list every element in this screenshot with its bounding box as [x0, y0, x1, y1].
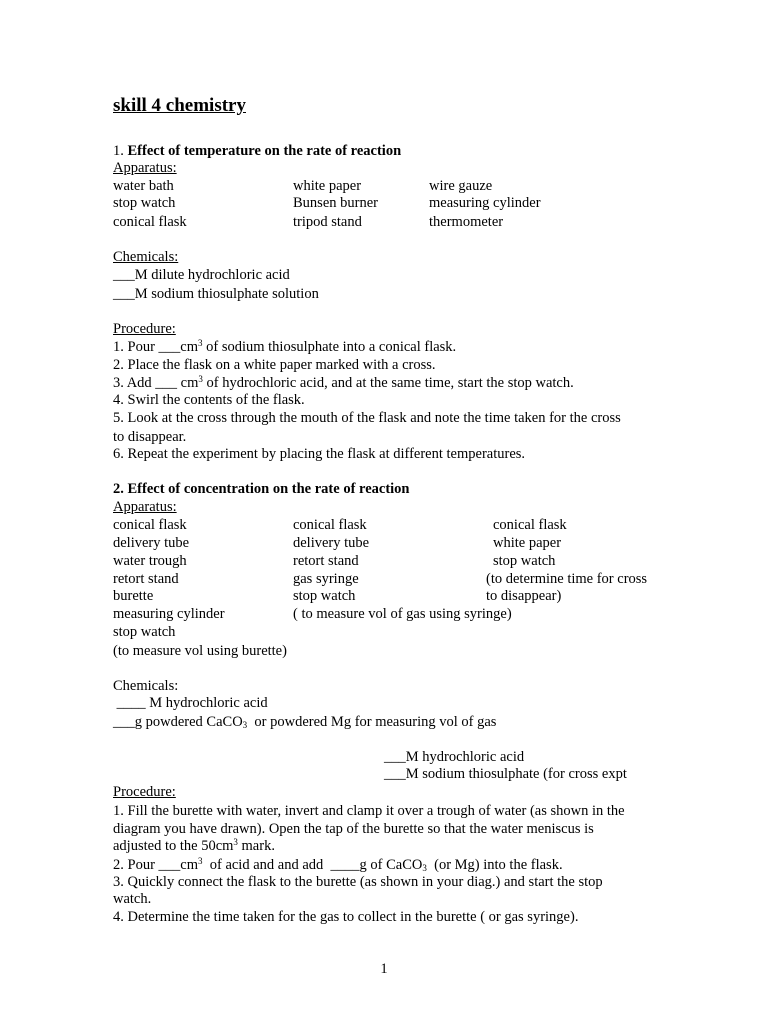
step-text: mark.	[237, 838, 275, 854]
section1-number: 1.	[113, 143, 124, 159]
s2-procedure-step-3: 3. Quickly connect the flask to the burette (as shown in your diag.) and start the stop	[113, 874, 603, 890]
s2-apparatus-col1-item: measuring cylinder	[113, 606, 225, 622]
s1-procedure-step-5-cont: to disappear.	[113, 429, 187, 445]
s2-apparatus-col3-item: stop watch	[493, 553, 556, 569]
document-title: skill 4 chemistry	[113, 95, 246, 116]
step-text: 1. Pour ___cm	[113, 339, 198, 355]
s1-procedure-step-1	[113, 338, 456, 356]
s2-procedure-step-4: 4. Determine the time taken for the gas to collect in the burette ( or gas syringe).	[113, 909, 579, 925]
s2-apparatus-col2-item: gas syringe	[293, 571, 359, 587]
s2-chemical-item	[113, 713, 496, 731]
s2-procedure-step-1: 1. Fill the burette with water, invert and clamp it over a trough of water (as shown in the	[113, 803, 625, 819]
s2-apparatus-col1-item: delivery tube	[113, 535, 190, 551]
s2-apparatus-col3-item: conical flask	[493, 517, 567, 533]
s1-procedure-step-4: 4. Swirl the contents of the flask.	[113, 392, 305, 408]
section1-procedure-label: Procedure:	[113, 321, 176, 337]
s1-procedure-step-5: 5. Look at the cross through the mouth of the flask and note the time taken for the cross	[113, 410, 621, 426]
s2-apparatus-col1-item: burette	[113, 588, 154, 604]
superscript: 3	[197, 338, 203, 348]
chemical-text: or powdered Mg for measuring vol of gas	[247, 714, 497, 730]
s2-procedure-step-3-cont: watch.	[113, 891, 152, 907]
s1-apparatus-item: wire gauze	[429, 178, 493, 194]
s2-apparatus-col1-item: (to measure vol using burette)	[113, 643, 287, 659]
section2-procedure-label: Procedure:	[113, 784, 176, 800]
section2-heading: 2. Effect of concentration on the rate of reaction	[113, 481, 410, 497]
superscript: 3	[233, 837, 238, 847]
s1-chemical-item: ___M dilute hydrochloric acid	[113, 267, 290, 283]
s1-procedure-step-2: 2. Place the flask on a white paper marked with a cross.	[113, 357, 436, 373]
step-text: adjusted to the 50cm	[113, 838, 234, 854]
s1-procedure-step-3	[113, 374, 574, 392]
step-text: (or Mg) into the flask.	[426, 857, 563, 873]
s1-apparatus-item: white paper	[293, 178, 362, 194]
s1-apparatus-item: water bath	[113, 178, 174, 194]
s1-apparatus-item: thermometer	[429, 214, 504, 230]
section1-chemicals-label: Chemicals:	[113, 249, 179, 265]
s2-apparatus-col3-item: white paper	[493, 535, 562, 551]
s2-apparatus-col2-item: stop watch	[293, 588, 356, 604]
s1-apparatus-item: measuring cylinder	[429, 195, 541, 211]
s2-apparatus-col1-item: conical flask	[113, 517, 187, 533]
s2-apparatus-col1-item: water trough	[113, 553, 187, 569]
page-number: 1	[380, 961, 388, 977]
s1-apparatus-item: stop watch	[113, 195, 176, 211]
s2-apparatus-col2-item: delivery tube	[293, 535, 370, 551]
step-text: of acid and and add ____g of CaCO	[202, 857, 423, 873]
s2-procedure-step-2	[113, 856, 563, 874]
superscript: 3	[197, 856, 203, 866]
s2-apparatus-col2-item: retort stand	[293, 553, 359, 569]
s1-apparatus-item: tripod stand	[293, 214, 362, 230]
s2-apparatus-col2-item: ( to measure vol of gas using syringe)	[293, 606, 512, 622]
section2-apparatus-label: Apparatus:	[113, 499, 177, 515]
section2-chemicals-label: Chemicals:	[113, 678, 179, 694]
section1-apparatus-label: Apparatus:	[113, 160, 177, 176]
s2-procedure-step-1-cont	[113, 837, 275, 855]
s2-chemical-item: ____ M hydrochloric acid	[113, 695, 268, 711]
section1-heading-text: Effect of temperature on the rate of reaction	[127, 143, 402, 159]
s1-procedure-step-6: 6. Repeat the experiment by placing the flask at different temperatures.	[113, 446, 526, 462]
s2-apparatus-col3-item: (to determine time for cross	[486, 571, 648, 587]
s2-apparatus-col3-item: to disappear)	[486, 588, 562, 604]
chemical-text: ___g powdered CaCO	[113, 714, 243, 730]
s1-apparatus-item: conical flask	[113, 214, 187, 230]
superscript: 3	[198, 374, 203, 384]
section1-heading	[113, 142, 401, 160]
s2-chemical-item: ___M hydrochloric acid	[384, 749, 525, 765]
step-text: of sodium thiosulphate into a conical flask.	[202, 339, 457, 355]
subscript: 3	[422, 863, 427, 873]
s2-chemical-item: ___M sodium thiosulphate (for cross expt	[384, 766, 627, 782]
step-text: 2. Pour ___cm	[113, 857, 198, 873]
s2-apparatus-col1-item: stop watch	[113, 624, 176, 640]
s2-procedure-step-1-cont: diagram you have drawn). Open the tap of the burette so that the water meniscus is	[113, 821, 594, 837]
s1-apparatus-item: Bunsen burner	[293, 195, 378, 211]
subscript: 3	[242, 720, 248, 730]
s1-chemical-item: ___M sodium thiosulphate solution	[113, 286, 319, 302]
s2-apparatus-col1-item: retort stand	[113, 571, 179, 587]
step-text: of hydrochloric acid, and at the same time, start the stop watch.	[202, 375, 574, 391]
s2-apparatus-col2-item: conical flask	[293, 517, 367, 533]
step-text: 3. Add ___ cm	[113, 375, 199, 391]
